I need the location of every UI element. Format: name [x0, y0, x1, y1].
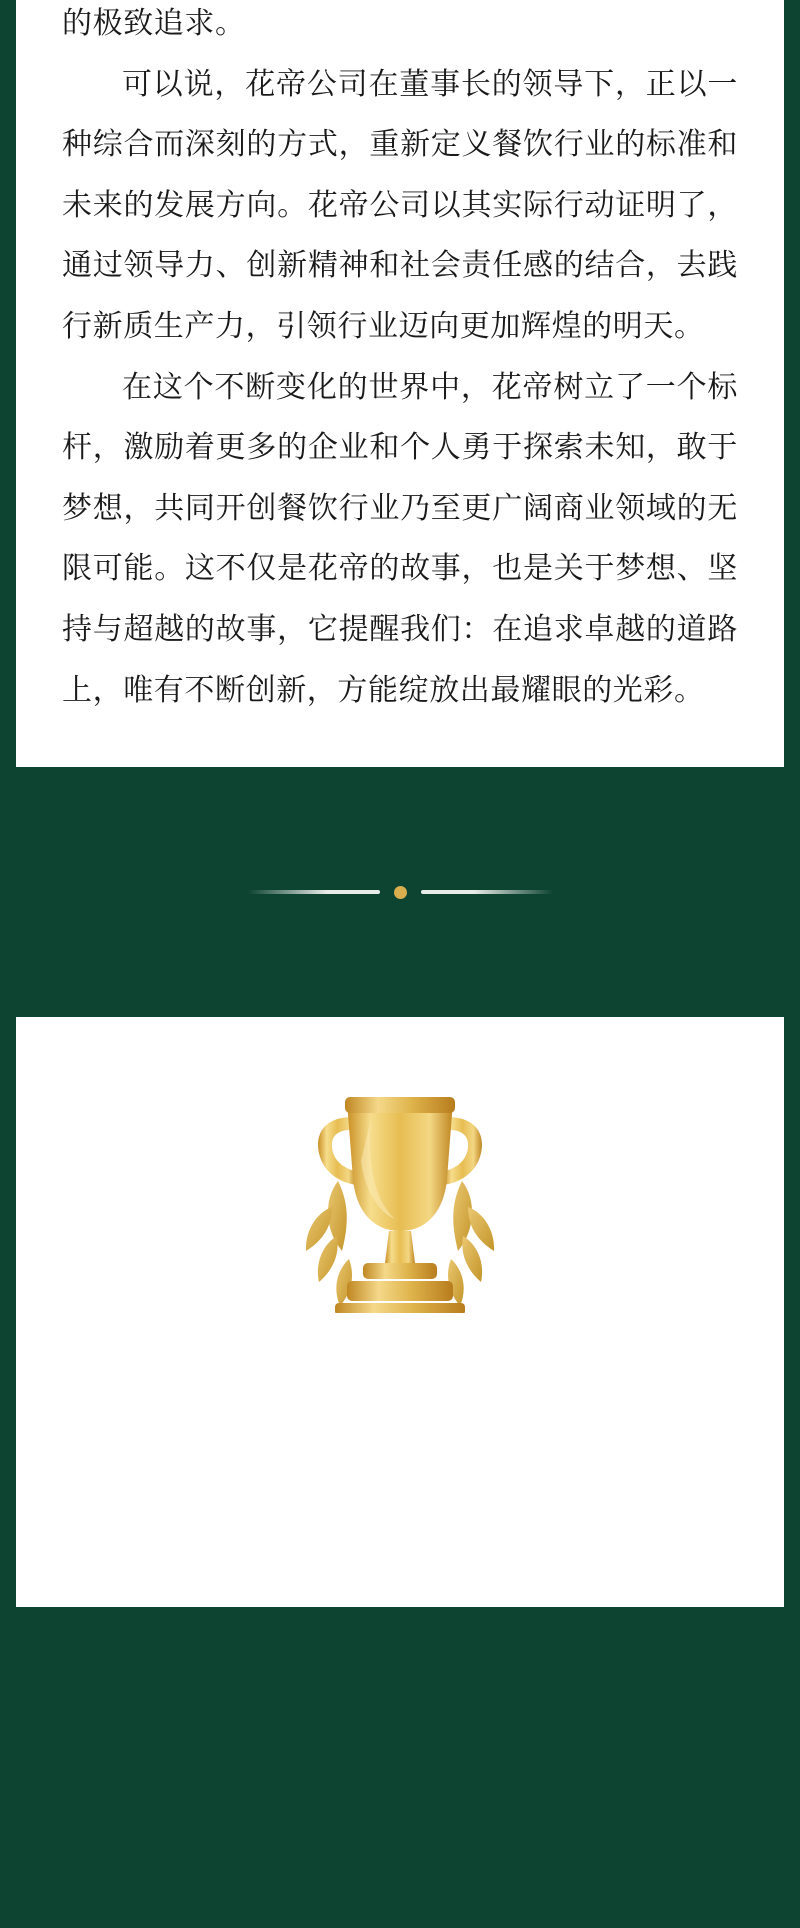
trophy-icon	[275, 1073, 525, 1313]
award-card	[16, 1017, 784, 1607]
article-body	[62, 0, 738, 721]
article-paragraph: 在这个不断变化的世界中，花帝树立了一个标杆，激励着更多的企业和个人勇于探索未知，敢于梦想，共同开创餐饮行业乃至更广阔商业领域的无限可能。这不仅是花帝的故事，也是关于梦想、坚持与超越的故事，它提醒我们：在追求卓越的道路上，唯有不断创新，方能绽放出最耀眼的光彩。	[62, 370, 738, 707]
ornament-line-right	[421, 890, 553, 894]
article-paragraph: 可以说，花帝公司在董事长的领导下，正以一种综合而深刻的方式，重新定义餐饮行业的标准和未来的发展方向。花帝公司以其实际行动证明了，通过领导力、创新精神和社会责任感的结合，去践行新质生产力，引领行业迈向更加辉煌的明天。	[62, 67, 738, 343]
ornament-line-left	[248, 890, 380, 894]
diamond-dot-ornament-icon	[240, 880, 560, 904]
article-card	[16, 0, 784, 767]
section-divider	[0, 767, 800, 1017]
article-paragraph: 的极致追求。	[62, 7, 246, 40]
ornament-dot	[394, 886, 407, 899]
